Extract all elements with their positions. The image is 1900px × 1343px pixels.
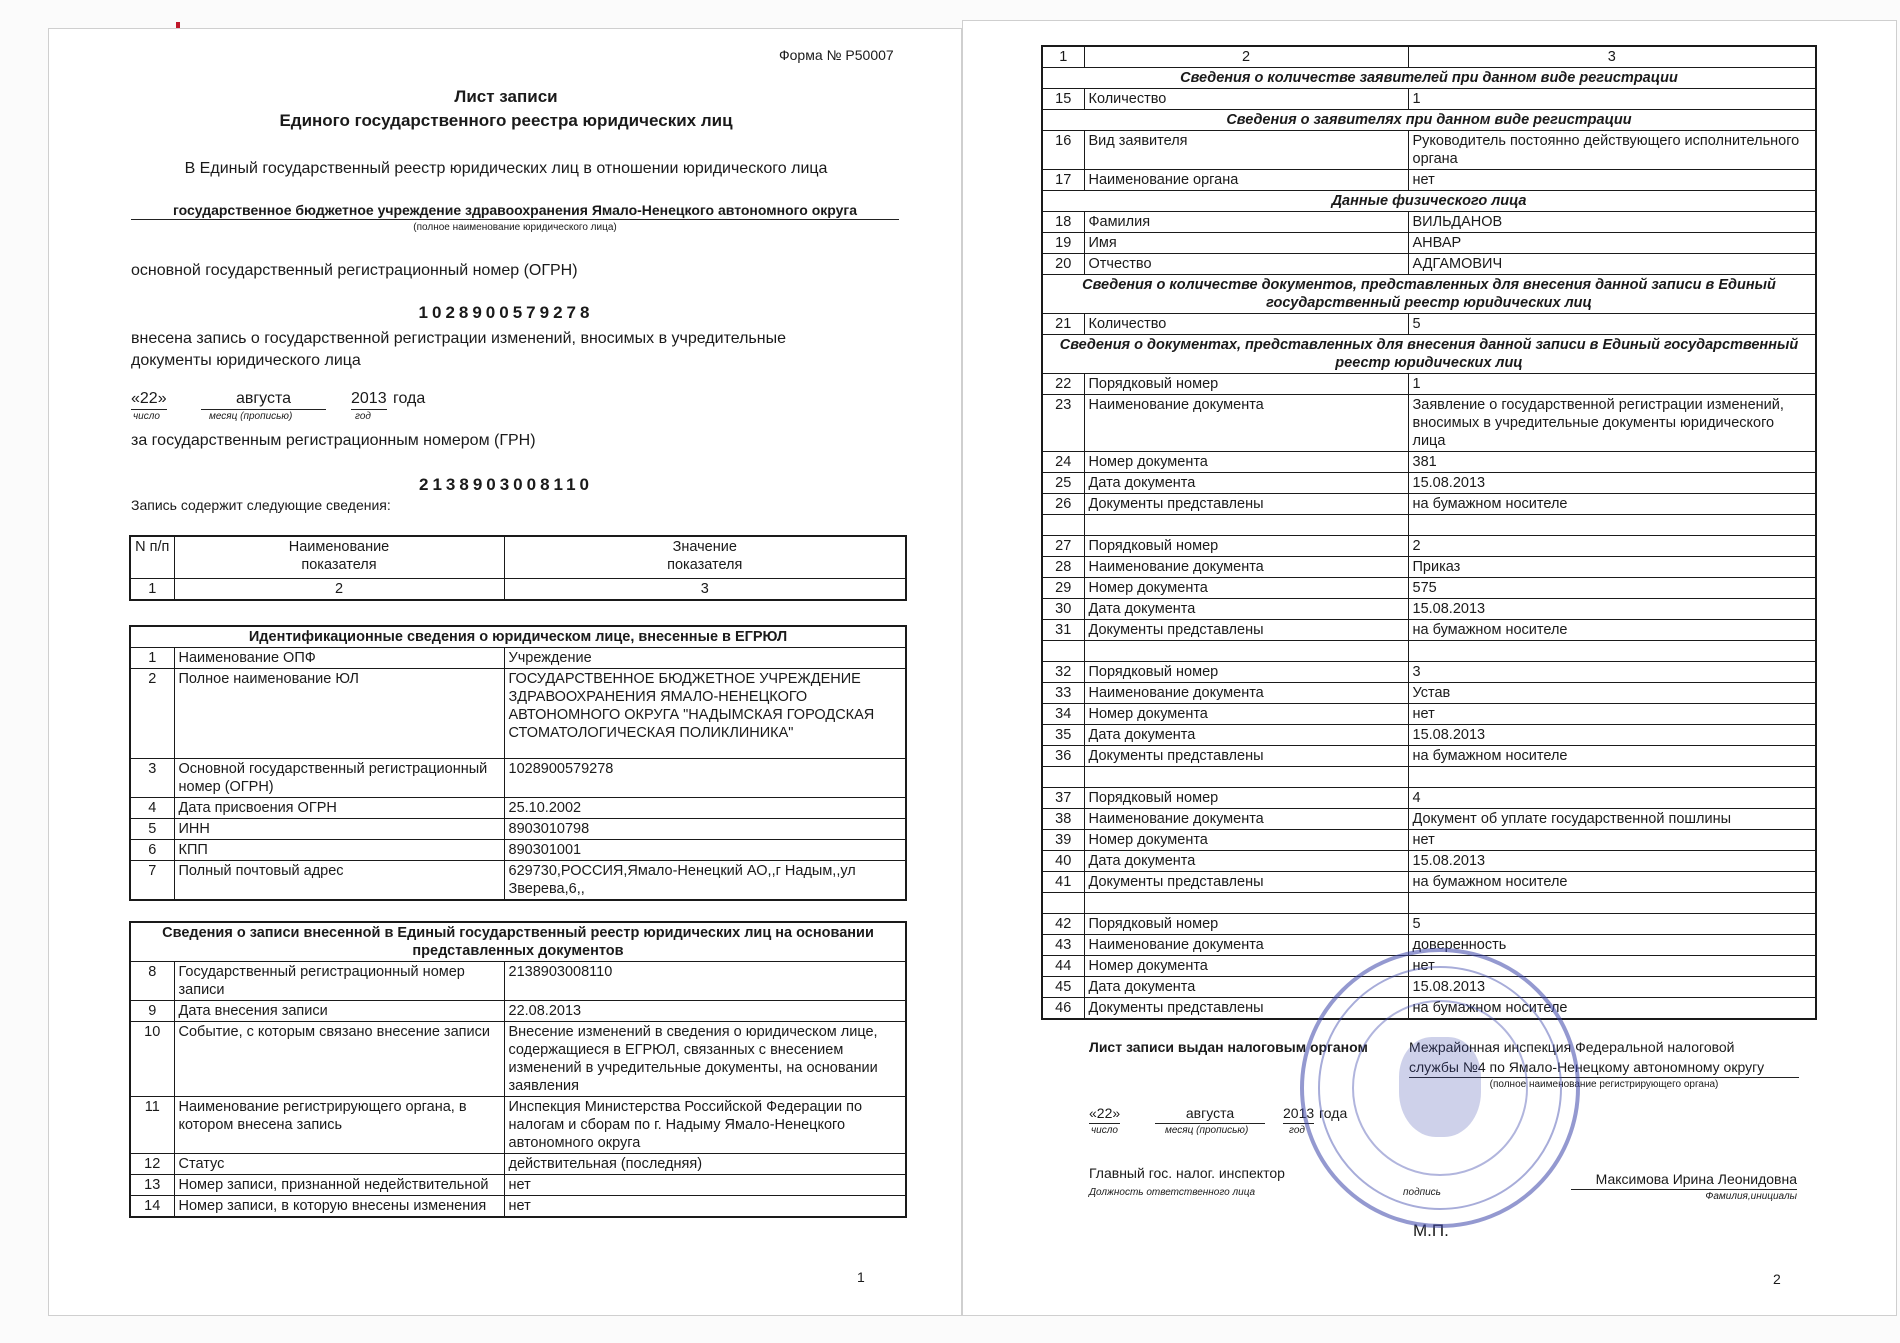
table-row: 44 Номер документа нет <box>1042 956 1816 977</box>
table-row: 33 Наименование документа Устав <box>1042 683 1816 704</box>
table-row: 14 Номер записи, в которую внесены изменения нет <box>130 1196 906 1218</box>
entity-name-caption: (полное наименование юридического лица) <box>413 222 617 233</box>
table-row: 46 Документы представлены на бумажном носителе <box>1042 998 1816 1020</box>
header-num-1: 1 <box>130 578 174 600</box>
eagle-emblem-icon <box>1399 1037 1481 1137</box>
registration-details-table <box>1041 45 1817 1020</box>
header-col-3: Значение показателя <box>504 536 906 578</box>
title-line-1: Лист записи <box>454 87 558 106</box>
title-line-2: Единого государственного реестра юридических лиц <box>279 111 733 130</box>
seal-place: М.П. <box>1413 1221 1449 1240</box>
table-row: 36 Документы представлены на бумажном носителе <box>1042 746 1816 767</box>
grn-number: 2138903008110 <box>419 475 593 494</box>
table-row: 19 Имя АНВАР <box>1042 233 1816 254</box>
contains-label: Запись содержит следующие сведения: <box>131 497 391 513</box>
separator-row <box>1042 641 1816 662</box>
col-number-3: 3 <box>1408 46 1816 68</box>
table-row: 6 КПП 890301001 <box>130 840 906 861</box>
table-row: 3 Основной государственный регистрационный номер (ОГРН) 1028900579278 <box>130 759 906 798</box>
table-row: 37 Порядковый номер 4 <box>1042 788 1816 809</box>
date-year: 2013 <box>351 389 387 410</box>
ogrn-label: основной государственный регистрационный номер (ОГРН) <box>131 262 578 279</box>
record-table-title: Сведения о записи внесенной в Единый государственный реестр юридических лиц на основании представленных документов <box>130 922 906 962</box>
page-number-2: 2 <box>1773 1271 1781 1287</box>
table-row: 30 Дата документа 15.08.2013 <box>1042 599 1816 620</box>
table-row: 5 ИНН 8903010798 <box>130 819 906 840</box>
table-row: 2 Полное наименование ЮЛ ГОСУДАРСТВЕННОЕ БЮДЖЕТНОЕ УЧРЕЖДЕНИЕ ЗДРАВООХРАНЕНИЯ ЯМАЛО-НЕНЕЦКОГО АВТОНОМНОГО ОКРУГА "НАДЫМСКАЯ ГОРОДСКАЯ СТОМАТОЛОГИЧЕСКАЯ ПОЛИКЛИНИКА" <box>130 669 906 759</box>
caption-month: месяц (прописью) <box>209 411 293 422</box>
header-num-3: 3 <box>504 578 906 600</box>
column-header-table <box>129 535 907 601</box>
issuer-line-2: службы №4 по Ямало-Ненецкому автономному округу <box>1409 1057 1799 1078</box>
table-row: 43 Наименование документа доверенность <box>1042 935 1816 956</box>
table-row: 42 Порядковый номер 5 <box>1042 914 1816 935</box>
date-year-suffix-2: года <box>1319 1105 1348 1121</box>
entity-name: государственное бюджетное учреждение здравоохранения Ямало-Ненецкого автономного округа <box>131 201 899 220</box>
date-year-2: 2013 <box>1283 1103 1314 1124</box>
table-row: 34 Номер документа нет <box>1042 704 1816 725</box>
entry-text-1: внесена запись о государственной регистрации изменений, вносимых в учредительные <box>131 330 786 347</box>
table-row: 7 Полный почтовый адрес 629730,РОССИЯ,Ямало-Ненецкий АО,,г Надым,,ул Зверева,6,, <box>130 861 906 901</box>
table-row: 26 Документы представлены на бумажном носителе <box>1042 494 1816 515</box>
table-row: 25 Дата документа 15.08.2013 <box>1042 473 1816 494</box>
table-row: 27 Порядковый номер 2 <box>1042 536 1816 557</box>
date-month-2: августа <box>1155 1103 1265 1124</box>
caption-month-2: месяц (прописью) <box>1165 1125 1249 1136</box>
signature-caption: подпись <box>1403 1187 1441 1198</box>
header-col-2: Наименование показателя <box>174 536 504 578</box>
table-row: 4 Дата присвоения ОГРН 25.10.2002 <box>130 798 906 819</box>
caption-year-2: год <box>1289 1125 1305 1136</box>
issuer-line-1: Межрайонная инспекция Федеральной налоговой <box>1409 1039 1735 1055</box>
entry-text-2: документы юридического лица <box>131 352 361 369</box>
section-person: Данные физического лица <box>1042 191 1816 212</box>
position-caption: Должность ответственного лица <box>1089 1187 1256 1198</box>
table-row: 38 Наименование документа Документ об уплате государственной пошлины <box>1042 809 1816 830</box>
table-row: 31 Документы представлены на бумажном носителе <box>1042 620 1816 641</box>
table-row: 35 Дата документа 15.08.2013 <box>1042 725 1816 746</box>
table-row: 29 Номер документа 575 <box>1042 578 1816 599</box>
identification-table-title: Идентификационные сведения о юридическом лице, внесенные в ЕГРЮЛ <box>130 626 906 648</box>
table-row: 9 Дата внесения записи 22.08.2013 <box>130 1001 906 1022</box>
table-row: 15 Количество 1 <box>1042 89 1816 110</box>
table-row: 21 Количество 5 <box>1042 314 1816 335</box>
col-number-2: 2 <box>1084 46 1408 68</box>
page-1 <box>48 28 962 1316</box>
table-row: 20 Отчество АДГАМОВИЧ <box>1042 254 1816 275</box>
table-row: 16 Вид заявителя Руководитель постоянно действующего исполнительного органа <box>1042 131 1816 170</box>
record-table <box>129 921 907 1218</box>
grn-label: за государственным регистрационным номером (ГРН) <box>131 432 536 449</box>
table-row: 12 Статус действительная (последняя) <box>130 1154 906 1175</box>
date-month: августа <box>201 389 326 410</box>
issuer-caption: (полное наименование регистрирующего органа) <box>1489 1079 1719 1090</box>
caption-year: год <box>355 411 371 422</box>
table-row: 28 Наименование документа Приказ <box>1042 557 1816 578</box>
table-row: 41 Документы представлены на бумажном носителе <box>1042 872 1816 893</box>
issued-label: Лист записи выдан налоговым органом <box>1089 1039 1368 1055</box>
table-row: 24 Номер документа 381 <box>1042 452 1816 473</box>
header-col-1: N п/п <box>130 536 174 578</box>
table-row: 17 Наименование органа нет <box>1042 170 1816 191</box>
documents-rows <box>1042 374 1816 1020</box>
table-row: 32 Порядковый номер 3 <box>1042 662 1816 683</box>
page-number-1: 1 <box>857 1269 865 1285</box>
section-docs-count: Сведения о количестве документов, представленных для внесения данной записи в Единый государственный реестр юридических лиц <box>1042 275 1816 314</box>
section-applicants: Сведения о заявителях при данном виде регистрации <box>1042 110 1816 131</box>
table-row: 45 Дата документа 15.08.2013 <box>1042 977 1816 998</box>
position: Главный гос. налог. инспектор <box>1089 1165 1285 1181</box>
caption-day-2: число <box>1091 1125 1118 1136</box>
date-year-suffix: года <box>393 390 426 407</box>
table-row: 13 Номер записи, признанной недействительной нет <box>130 1175 906 1196</box>
table-row: 23 Наименование документа Заявление о государственной регистрации изменений, вносимых в учредительные документы юридического лица <box>1042 395 1816 452</box>
table-row: 39 Номер документа нет <box>1042 830 1816 851</box>
date-day: «22» <box>131 389 167 410</box>
separator-row <box>1042 893 1816 914</box>
ogrn-number: 1028900579278 <box>418 303 594 322</box>
table-row: 10 Событие, с которым связано внесение записи Внесение изменений в сведения о юридическом лице, содержащиеся в ЕГРЮЛ, связанных с внесением изменений в учредительные документы, на основании заявления <box>130 1022 906 1097</box>
signer-name: Максимова Ирина Леонидовна <box>1571 1169 1797 1190</box>
caption-day: число <box>133 411 160 422</box>
table-row: 8 Государственный регистрационный номер записи 2138903008110 <box>130 962 906 1001</box>
date-day-2: «22» <box>1089 1103 1120 1124</box>
section-docs: Сведения о документах, представленных для внесения данной записи в Единый государственный реестр юридических лиц <box>1042 335 1816 374</box>
header-num-2: 2 <box>174 578 504 600</box>
table-row: 40 Дата документа 15.08.2013 <box>1042 851 1816 872</box>
table-row: 1 Наименование ОПФ Учреждение <box>130 648 906 669</box>
table-row: 11 Наименование регистрирующего органа, в котором внесена запись Инспекция Министерства Российской Федерации по налогам и сборам по г. Надыму Ямало-Ненецкого автономного округа <box>130 1097 906 1154</box>
identification-table <box>129 625 907 901</box>
table-row: 22 Порядковый номер 1 <box>1042 374 1816 395</box>
signer-caption: Фамилия,инициалы <box>1705 1191 1797 1202</box>
separator-row <box>1042 515 1816 536</box>
section-applicants-count: Сведения о количестве заявителей при данном виде регистрации <box>1042 68 1816 89</box>
table-row: 18 Фамилия ВИЛЬДАНОВ <box>1042 212 1816 233</box>
intro-text: В Единый государственный реестр юридических лиц в отношении юридического лица <box>184 160 828 177</box>
col-number-1: 1 <box>1042 46 1084 68</box>
separator-row <box>1042 767 1816 788</box>
form-number: Форма № Р50007 <box>779 47 894 63</box>
tax-office-stamp-icon <box>1300 948 1580 1228</box>
